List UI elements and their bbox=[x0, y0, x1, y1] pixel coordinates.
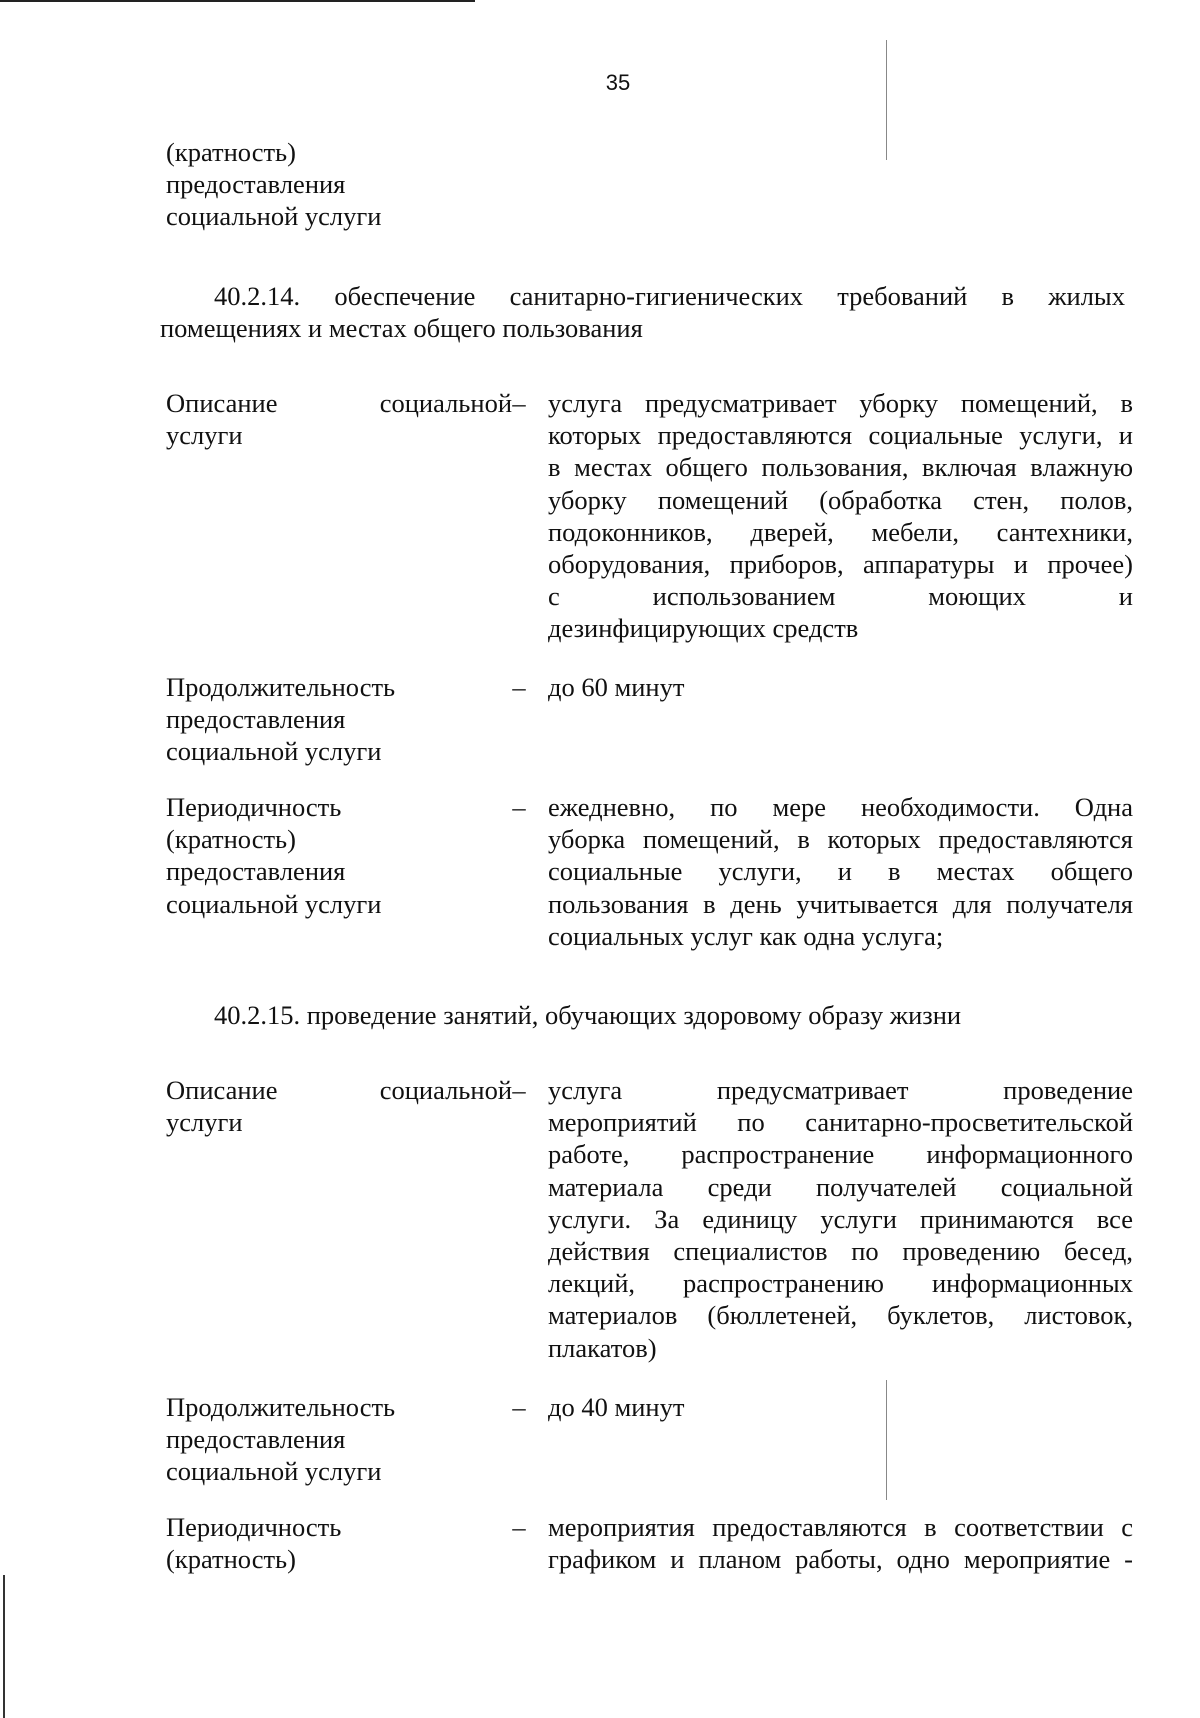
row-label-line: Описание bbox=[166, 1075, 278, 1105]
row-value-line: подоконников, дверей, мебели, сантехники, bbox=[548, 516, 1133, 547]
top-label-line: социальной услуги bbox=[166, 201, 382, 231]
section-heading-line: 40.2.14. обеспечение санитарно-гигиенических требований в жилых bbox=[214, 281, 1125, 311]
row-value-line: ежедневно, по мере необходимости. Одна bbox=[548, 792, 1133, 822]
row-value-line: материала среди получателей социальной bbox=[548, 1171, 1133, 1202]
row-label-line: (кратность) bbox=[166, 1544, 296, 1575]
row-label-line: услуги bbox=[166, 420, 243, 451]
row-label bbox=[166, 791, 516, 920]
row-value-line: с использованием моющих и bbox=[548, 581, 1133, 612]
row-value-line: пользования в день учитывается для получателя bbox=[548, 888, 1133, 919]
row-label bbox=[166, 387, 526, 451]
row-label-line: социальной услуги bbox=[166, 1456, 382, 1487]
row-label bbox=[166, 1511, 516, 1575]
row-label bbox=[166, 1391, 516, 1488]
row-value-line: до 40 минут bbox=[548, 1392, 685, 1422]
top-label-line: (кратность) bbox=[166, 137, 296, 167]
row-value-line: материалов (бюллетеней, буклетов, листовок, bbox=[548, 1300, 1133, 1331]
top-scan-rule bbox=[0, 0, 475, 2]
scan-artifact bbox=[886, 40, 887, 160]
row-value-line: услуга предусматривает проведение bbox=[548, 1075, 1133, 1105]
left-scan-rule bbox=[3, 1575, 5, 1718]
row-value-line: действия специалистов по проведению бесед, bbox=[548, 1236, 1133, 1267]
row-value bbox=[548, 387, 1133, 645]
row-dash: – bbox=[512, 672, 526, 702]
row-value-line: мероприятия предоставляются в соответствии с bbox=[548, 1512, 1133, 1542]
row-value bbox=[548, 671, 1133, 703]
row-dash: – bbox=[512, 1392, 526, 1422]
row-dash: – bbox=[512, 1075, 526, 1105]
row-value bbox=[548, 1074, 1133, 1364]
top-label-line: предоставления bbox=[166, 169, 346, 199]
row-label-line: предоставления bbox=[166, 1424, 346, 1455]
row-label-line: Периодичность bbox=[166, 792, 342, 822]
row-label bbox=[166, 671, 516, 768]
row-dash: – bbox=[512, 792, 526, 822]
row-value-line: до 60 минут bbox=[548, 672, 685, 702]
row-value-line: уборку помещений (обработка стен, полов, bbox=[548, 484, 1133, 515]
section-heading: 40.2.15. проведение занятий, обучающих здоровому образу жизни bbox=[214, 1000, 962, 1030]
section-heading bbox=[160, 280, 1125, 344]
row-value-line: услуга предусматривает уборку помещений, в bbox=[548, 388, 1133, 418]
row-value-line: мероприятий по санитарно-просветительской bbox=[548, 1107, 1133, 1138]
row-label-line: социальной услуги bbox=[166, 888, 382, 919]
row-value bbox=[548, 1511, 1133, 1575]
row-value-line: оборудования, приборов, аппаратуры и прочее) bbox=[548, 549, 1133, 580]
row-label-line: предоставления bbox=[166, 704, 346, 735]
row-value-line: работе, распространение информационного bbox=[548, 1139, 1133, 1170]
row-value-line: социальных услуг как одна услуга; bbox=[548, 920, 944, 951]
row-value-line: дезинфицирующих средств bbox=[548, 613, 859, 644]
row-dash: – bbox=[512, 1512, 526, 1542]
section-heading-line: помещениях и местах общего пользования bbox=[160, 313, 643, 344]
row-label-line: Описание bbox=[166, 388, 278, 418]
row-label-line: социальной bbox=[379, 388, 512, 418]
row-label-line: (кратность) bbox=[166, 824, 296, 855]
row-label-line: социальной услуги bbox=[166, 736, 382, 767]
row-label-line: Продолжительность bbox=[166, 672, 396, 702]
row-value bbox=[548, 1391, 1133, 1423]
row-label-line: Периодичность bbox=[166, 1512, 342, 1542]
row-value-line: которых предоставляются социальные услуги, и bbox=[548, 420, 1133, 451]
page-number: 35 bbox=[605, 70, 631, 95]
row-value-line: в местах общего пользования, включая влажную bbox=[548, 452, 1133, 483]
row-label-line: предоставления bbox=[166, 856, 346, 887]
row-value-line: социальные услуги, и в местах общего bbox=[548, 856, 1133, 887]
row-dash: – bbox=[512, 388, 526, 418]
row-label-line: услуги bbox=[166, 1107, 243, 1138]
row-value-line: услуги. За единицу услуги принимаются все bbox=[548, 1203, 1133, 1234]
row-value-line: графиком и планом работы, одно мероприятие - bbox=[548, 1544, 1133, 1575]
row-label-line: Продолжительность bbox=[166, 1392, 396, 1422]
row-label-line: социальной bbox=[379, 1075, 512, 1105]
row-label bbox=[166, 1074, 526, 1138]
row-value-line: плакатов) bbox=[548, 1332, 657, 1363]
row-value-line: лекций, распространению информационных bbox=[548, 1268, 1133, 1299]
row-value-line: уборка помещений, в которых предоставляются bbox=[548, 824, 1133, 855]
row-value bbox=[548, 791, 1133, 952]
